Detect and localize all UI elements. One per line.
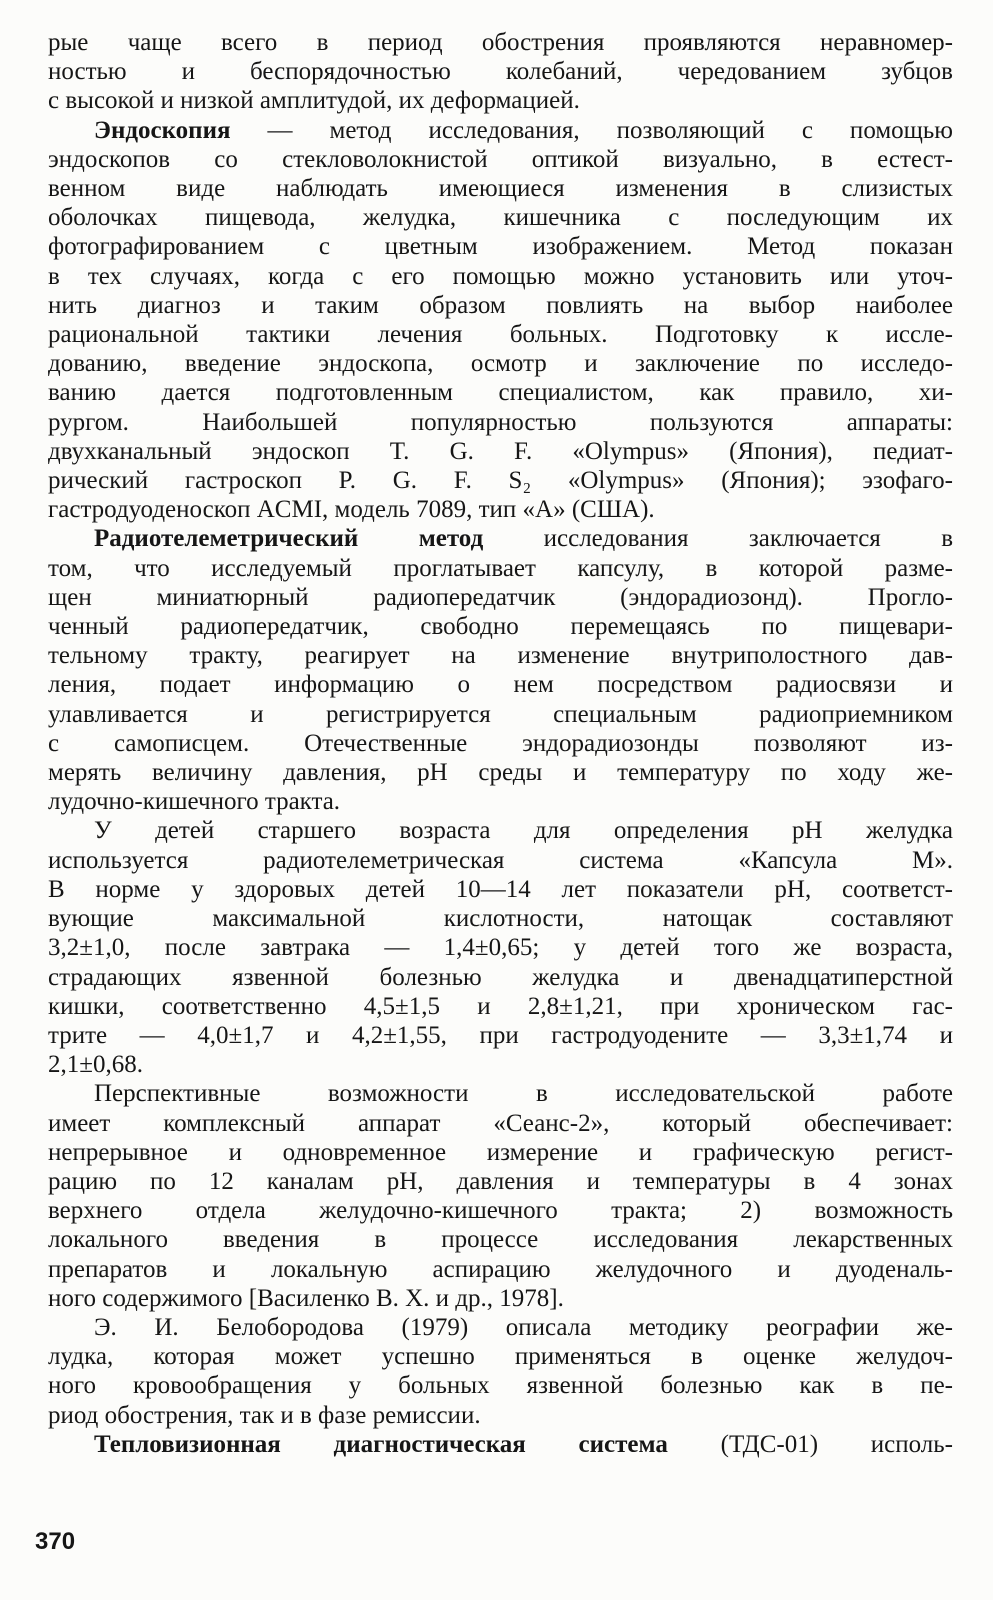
text-line bbox=[48, 554, 953, 583]
text-line bbox=[48, 729, 953, 758]
line-text: лудочно-кишечного тракта. bbox=[48, 788, 341, 816]
line-text: верхнего отдела желудочно-кишечного тракта; 2) возможность bbox=[48, 1197, 953, 1225]
line-text: с самописцем. Отечественные эндорадиозонды позволяют из- bbox=[48, 729, 953, 757]
line-text: ностью и беспорядочностью колебаний, чередованием зубцов bbox=[48, 58, 953, 86]
line-text: имеет комплексный аппарат «Сеанс-2», который обеспечивает: bbox=[48, 1109, 953, 1137]
text-line bbox=[48, 758, 953, 787]
bold-term: Тепловизионная диагностическая система bbox=[94, 1430, 668, 1458]
line-text: рургом. Наибольшей популярностью пользуются аппараты: bbox=[48, 408, 953, 436]
text-line bbox=[48, 875, 953, 904]
line-text: ванию дается подготовленным специалистом, как правило, хи- bbox=[48, 379, 953, 407]
line-text: улавливается и регистрируется специальным радиоприемником bbox=[48, 700, 953, 728]
text-line bbox=[48, 466, 953, 495]
line-text: страдающих язвенной болезнью желудка и двенадцатиперстной bbox=[48, 963, 953, 991]
text-line bbox=[48, 816, 953, 845]
text-line bbox=[48, 1430, 953, 1459]
text-line bbox=[48, 1050, 953, 1079]
line-text: трите — 4,0±1,7 и 4,2±1,55, при гастродуодените — 3,3±1,74 и bbox=[48, 1021, 953, 1049]
text-line bbox=[48, 992, 953, 1021]
line-text: Э. И. Белобородова (1979) описала методику реографии же- bbox=[94, 1313, 953, 1341]
text-line bbox=[48, 437, 953, 466]
line-text: нить диагноз и таким образом повлиять на выбор наиболее bbox=[48, 291, 953, 319]
text-line bbox=[48, 612, 953, 641]
text-line bbox=[48, 203, 953, 232]
text-line bbox=[48, 28, 953, 57]
line-text: ления, подает информацию о нем посредством радиосвязи и bbox=[48, 671, 953, 699]
text-line bbox=[48, 1138, 953, 1167]
line-text: кишки, соответственно 4,5±1,5 и 2,8±1,21, при хроническом гас- bbox=[48, 992, 953, 1020]
line-text: У детей старшего возраста для определения pH желудка bbox=[94, 817, 953, 845]
text-line bbox=[48, 1313, 953, 1342]
line-text: — метод исследования, позволяющий с помощью bbox=[230, 116, 953, 144]
bold-term: Эндоскопия bbox=[94, 116, 231, 144]
text-line bbox=[48, 583, 953, 612]
text-line bbox=[48, 291, 953, 320]
text-line bbox=[48, 1401, 953, 1430]
text-line bbox=[48, 174, 953, 203]
paragraph bbox=[48, 524, 953, 816]
text-line bbox=[48, 116, 953, 145]
text-line bbox=[48, 86, 953, 115]
line-text: препаратов и локальную аспирацию желудочного и дуоденаль- bbox=[48, 1255, 953, 1283]
line-text: рые чаще всего в период обострения проявляются неравномер- bbox=[48, 29, 953, 56]
text-line bbox=[48, 1225, 953, 1254]
text-line bbox=[48, 846, 953, 875]
line-text: используется радиотелеметрическая система «Капсула М». bbox=[48, 846, 953, 874]
text-line bbox=[48, 524, 953, 553]
line-text: исследования заключается в bbox=[483, 525, 954, 553]
line-text: дованию, введение эндоскопа, осмотр и заключение по исследо- bbox=[48, 350, 953, 378]
text-line bbox=[48, 1342, 953, 1371]
line-text: с высокой и низкой амплитудой, их деформацией. bbox=[48, 87, 580, 115]
page-number: 370 bbox=[35, 1528, 76, 1555]
text-line bbox=[48, 1196, 953, 1225]
text-line bbox=[48, 670, 953, 699]
line-text: вующие максимальной кислотности, натощак составляют bbox=[48, 905, 953, 933]
line-text: рацию по 12 каналам pH, давления и температуры в 4 зонах bbox=[48, 1167, 953, 1195]
line-text: лудка, которая может успешно применяться в оценке желудоч- bbox=[48, 1343, 953, 1371]
line-text: том, что исследуемый проглатывает капсулу, в которой разме- bbox=[48, 554, 953, 582]
text-line bbox=[48, 232, 953, 261]
bold-term: Радиотелеметрический метод bbox=[94, 525, 484, 553]
line-text: ного содержимого [Василенко В. Х. и др., 1978]. bbox=[48, 1284, 564, 1312]
line-text: в тех случаях, когда с его помощью можно установить или уточ- bbox=[48, 262, 953, 290]
line-text: непрерывное и одновременное измерение и графическую регист- bbox=[48, 1138, 953, 1166]
line-text: (ТДС-01) исполь- bbox=[667, 1430, 953, 1458]
line-text: ченный радиопередатчик, свободно перемещаясь по пищевари- bbox=[48, 613, 953, 641]
text-line bbox=[48, 963, 953, 992]
text-line bbox=[48, 787, 953, 816]
text-line bbox=[48, 641, 953, 670]
text-line bbox=[48, 933, 953, 962]
line-text: гастродуоденоскоп ACMI, модель 7089, тип «А» (США). bbox=[48, 496, 655, 524]
text-line bbox=[48, 349, 953, 378]
paragraph bbox=[48, 116, 953, 525]
line-text: тельному тракту, реагирует на изменение внутриполостного дав- bbox=[48, 642, 953, 670]
text-line bbox=[48, 408, 953, 437]
line-text: щен миниатюрный радиопередатчик (эндорадиозонд). Прогло- bbox=[48, 583, 953, 611]
text-line bbox=[48, 1109, 953, 1138]
line-text: риод обострения, так и в фазе ремиссии. bbox=[48, 1401, 481, 1429]
line-text: рациональной тактики лечения больных. Подготовку к иссле- bbox=[48, 321, 953, 349]
text-line bbox=[48, 1167, 953, 1196]
paragraph bbox=[48, 28, 953, 116]
text-line bbox=[48, 700, 953, 729]
text-line bbox=[48, 1371, 953, 1400]
paragraph bbox=[48, 816, 953, 1079]
line-text: венном виде наблюдать имеющиеся изменения в слизистых bbox=[48, 175, 953, 203]
text-line bbox=[48, 145, 953, 174]
line-text: оболочках пищевода, желудка, кишечника с последующим их bbox=[48, 204, 953, 232]
line-text: двухканальный эндоскоп T. G. F. «Olympus» (Япония), педиат- bbox=[48, 437, 953, 465]
line-text: локального введения в процессе исследования лекарственных bbox=[48, 1226, 953, 1254]
text-line bbox=[48, 1021, 953, 1050]
line-text: В норме у здоровых детей 10—14 лет показатели pH, соответст- bbox=[48, 875, 953, 903]
line-text: рический гастроскоп P. G. F. S₂ «Olympus» (Япония); эзофаго- bbox=[48, 467, 953, 495]
text-line bbox=[48, 378, 953, 407]
line-text: 3,2±1,0, после завтрака — 1,4±0,65; у детей того же возраста, bbox=[48, 934, 953, 962]
paragraph bbox=[48, 1079, 953, 1313]
text-line bbox=[48, 904, 953, 933]
line-text: эндоскопов со стекловолокнистой оптикой визуально, в естест- bbox=[48, 145, 953, 173]
text-line bbox=[48, 57, 953, 86]
line-text: мерять величину давления, pH среды и температуру по ходу же- bbox=[48, 759, 953, 787]
line-text: ного кровообращения у больных язвенной болезнью как в пе- bbox=[48, 1372, 953, 1400]
text-line bbox=[48, 1079, 953, 1108]
line-text: фотографированием с цветным изображением. Метод показан bbox=[48, 233, 953, 261]
text-line bbox=[48, 262, 953, 291]
text-line bbox=[48, 1255, 953, 1284]
text-line bbox=[48, 320, 953, 349]
line-text: 2,1±0,68. bbox=[48, 1051, 143, 1079]
paragraph bbox=[48, 1430, 953, 1459]
paragraph bbox=[48, 1313, 953, 1430]
text-line bbox=[48, 495, 953, 524]
line-text: Перспективные возможности в исследовательской работе bbox=[94, 1080, 953, 1108]
text-line bbox=[48, 1284, 953, 1313]
page-text bbox=[48, 28, 953, 1459]
